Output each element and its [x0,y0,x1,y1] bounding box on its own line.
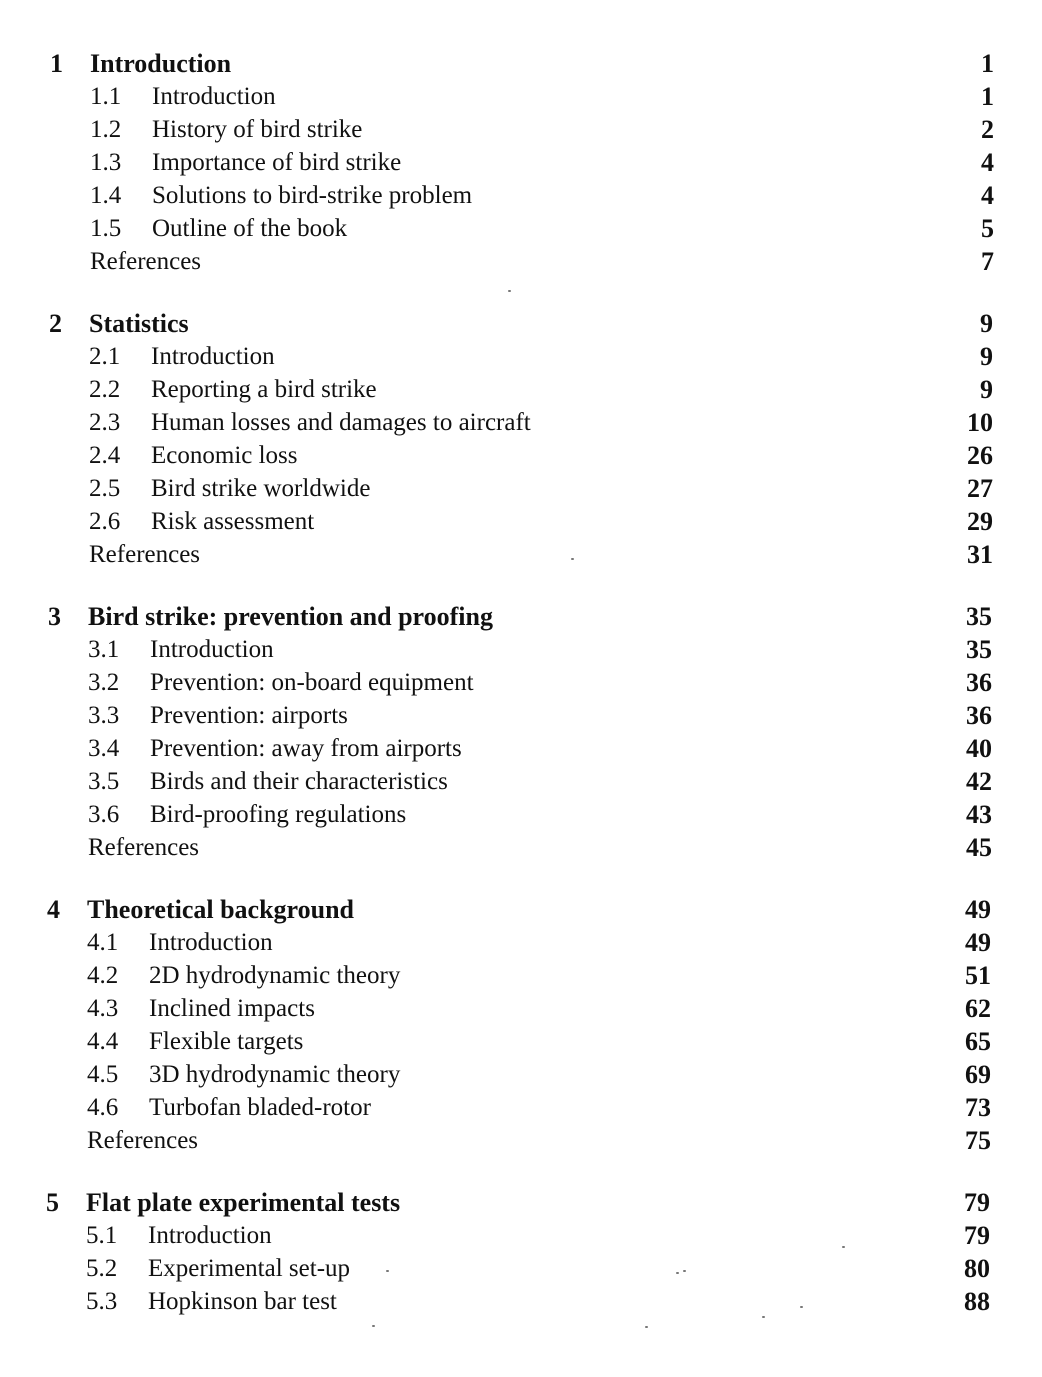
chapter-3 [48,600,992,864]
section-entry [50,179,994,212]
page-number: 79 [964,1221,990,1250]
chapter-5 [46,1186,990,1318]
section-number: 4.4 [87,1028,119,1055]
references-label: References [88,834,200,861]
section-title: Prevention: away from airports [150,735,462,762]
section-title: Birds and their characteristics [150,768,448,795]
section-number: 1.1 [90,83,122,110]
chapter-heading [46,1186,990,1219]
chapter-title: Introduction [90,49,232,78]
chapter-heading [49,307,993,340]
section-number: 3.3 [88,702,120,729]
chapter-number: 1 [50,49,63,78]
page-number: 1 [981,82,994,111]
section-number: 2.1 [89,343,121,370]
page-number: 51 [965,961,991,990]
page-number: 43 [966,800,992,829]
page-number: 80 [964,1254,990,1283]
section-title: Prevention: airports [150,702,348,729]
section-title: Turbofan bladed-rotor [149,1094,371,1121]
section-title: Hopkinson bar test [148,1288,337,1315]
section-entry [46,1252,990,1285]
section-title: 2D hydrodynamic theory [149,962,401,989]
section-entry [49,439,993,472]
page-number: 9 [980,375,993,404]
section-title: Introduction [151,343,275,370]
scan-speck [676,1272,679,1274]
references-label: References [87,1127,199,1154]
section-title: Reporting a bird strike [151,376,377,403]
section-entry [49,472,993,505]
section-number: 2.2 [89,376,121,403]
scan-speck [386,1270,389,1272]
scan-speck [762,1316,765,1318]
page-number: 1 [981,49,994,78]
references-entry [50,245,994,278]
page-number: 26 [967,441,993,470]
section-title: Introduction [150,636,274,663]
page-number: 27 [967,474,993,503]
page-number: 40 [966,734,992,763]
section-number: 3.2 [88,669,120,696]
chapter-title: Theoretical background [87,895,355,924]
section-number: 5.2 [86,1255,118,1282]
section-entry [46,1285,990,1318]
scan-speck [800,1306,803,1308]
scan-speck [842,1246,845,1248]
section-number: 3.6 [88,801,120,828]
section-number: 4.3 [87,995,119,1022]
section-number: 3.1 [88,636,120,663]
page-number: 88 [964,1287,990,1316]
chapter-number: 3 [48,602,61,631]
page-number: 29 [967,507,993,536]
chapter-title: Statistics [89,309,189,338]
page-number: 10 [967,408,993,437]
section-title: Flexible targets [149,1028,304,1055]
section-entry [48,732,992,765]
section-number: 1.5 [90,215,122,242]
section-title: Introduction [149,929,273,956]
page-number: 79 [964,1188,990,1217]
section-title: Experimental set-up [148,1255,351,1282]
section-entry [49,340,993,373]
chapter-title: Flat plate experimental tests [86,1188,401,1217]
section-number: 5.3 [86,1288,118,1315]
section-entry [49,373,993,406]
page-number: 4 [981,148,994,177]
section-entry [47,959,991,992]
chapter-title: Bird strike: prevention and proofing [88,602,493,631]
section-entry [49,505,993,538]
section-title: History of bird strike [152,116,363,143]
page-number: 4 [981,181,994,210]
chapter-heading [47,893,991,926]
section-title: Economic loss [151,442,298,469]
page-number: 35 [966,602,992,631]
section-number: 1.3 [90,149,122,176]
section-entry [47,992,991,1025]
references-entry [49,538,993,571]
chapter-number: 4 [47,895,60,924]
page-number: 36 [966,668,992,697]
chapter-heading [50,47,994,80]
chapter-4 [47,893,991,1157]
references-label: References [89,541,201,568]
page-number: 42 [966,767,992,796]
section-entry [50,80,994,113]
section-entry [47,1058,991,1091]
section-number: 4.1 [87,929,119,956]
section-title: Human losses and damages to aircraft [151,409,531,436]
section-number: 1.4 [90,182,122,209]
references-entry [48,831,992,864]
section-title: Bird strike worldwide [151,475,371,502]
section-entry [48,765,992,798]
page-number: 73 [965,1093,991,1122]
section-title: Outline of the book [152,215,348,242]
section-title: Bird-proofing regulations [150,801,407,828]
section-title: Introduction [152,83,276,110]
section-number: 5.1 [86,1222,118,1249]
section-entry [47,1091,991,1124]
section-entry [48,633,992,666]
section-title: Importance of bird strike [152,149,402,176]
page-number: 2 [981,115,994,144]
section-title: Prevention: on-board equipment [150,669,474,696]
section-number: 2.6 [89,508,121,535]
section-entry [46,1219,990,1252]
scan-speck [508,290,511,292]
section-number: 3.5 [88,768,120,795]
chapter-1 [50,47,994,278]
section-title: Solutions to bird-strike problem [152,182,473,209]
section-title: 3D hydrodynamic theory [149,1061,401,1088]
section-title: Inclined impacts [149,995,315,1022]
page-number: 65 [965,1027,991,1056]
section-number: 4.6 [87,1094,119,1121]
section-entry [50,212,994,245]
scan-speck [372,1325,375,1327]
scan-speck [683,1270,686,1272]
section-title: Risk assessment [151,508,315,535]
section-entry [50,113,994,146]
section-entry [47,926,991,959]
page-number: 75 [965,1126,991,1155]
section-number: 1.2 [90,116,122,143]
page-number: 9 [980,342,993,371]
chapter-number: 5 [46,1188,59,1217]
section-number: 4.5 [87,1061,119,1088]
section-entry [50,146,994,179]
page-number: 36 [966,701,992,730]
section-number: 2.4 [89,442,121,469]
page-number: 49 [965,895,991,924]
section-title: Introduction [148,1222,272,1249]
chapter-2 [49,307,993,571]
page-number: 9 [980,309,993,338]
page-number: 69 [965,1060,991,1089]
section-number: 4.2 [87,962,119,989]
scan-speck [645,1326,648,1328]
references-entry [47,1124,991,1157]
chapter-heading [48,600,992,633]
page-number: 45 [966,833,992,862]
page-number: 49 [965,928,991,957]
page-number: 35 [966,635,992,664]
section-number: 2.5 [89,475,121,502]
section-entry [49,406,993,439]
section-number: 3.4 [88,735,120,762]
section-entry [48,798,992,831]
section-number: 2.3 [89,409,121,436]
page-number: 7 [981,247,994,276]
section-entry [48,666,992,699]
section-entry [47,1025,991,1058]
page-number: 31 [967,540,993,569]
section-entry [48,699,992,732]
references-label: References [90,248,202,275]
scan-speck [571,558,574,560]
page-number: 5 [981,214,994,243]
chapter-number: 2 [49,309,62,338]
page-number: 62 [965,994,991,1023]
